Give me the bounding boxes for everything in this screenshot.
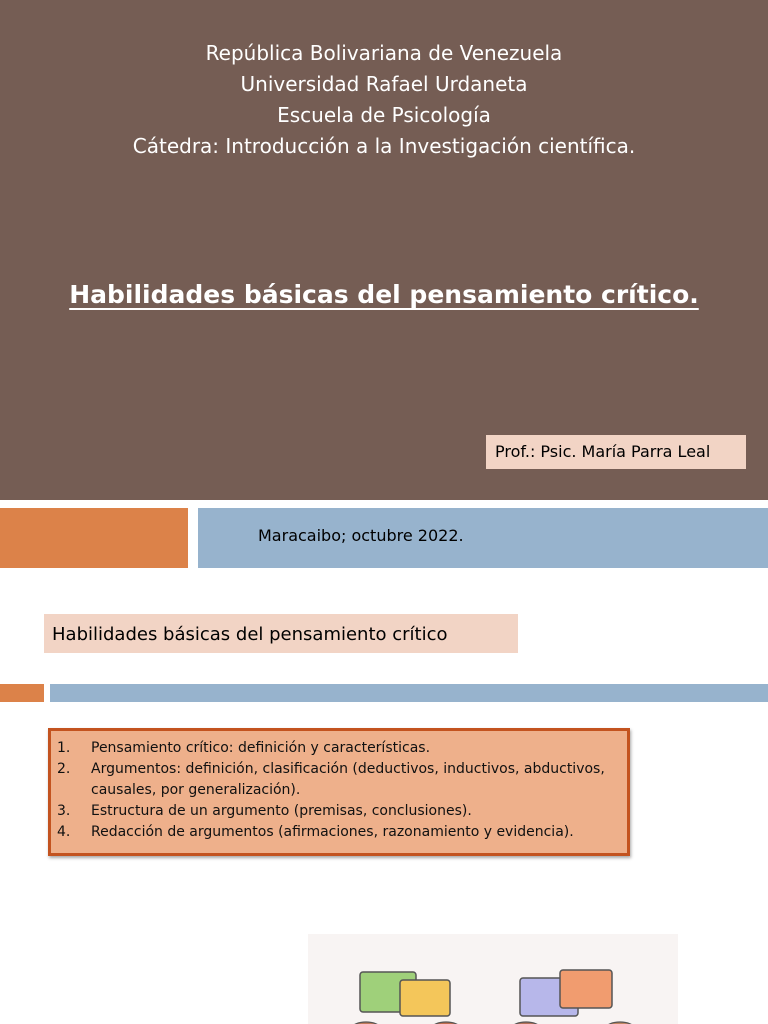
slide-title-text: Habilidades básicas del pensamiento crítico.: [69, 280, 699, 309]
institution-header: [0, 38, 768, 162]
header-line-course: Cátedra: Introducción a la Investigación científica.: [132, 134, 636, 158]
list-item: [57, 738, 621, 759]
list-number: 3.: [57, 803, 71, 819]
header-line-country: República Bolivariana de Venezuela: [205, 41, 563, 65]
list-number: 1.: [57, 740, 71, 756]
list-item: [57, 801, 621, 822]
topics-list: [48, 728, 630, 856]
list-text: Redacción de argumentos (afirmaciones, razonamiento y evidencia).: [91, 824, 574, 840]
header-line-school: Escuela de Psicología: [277, 103, 491, 127]
title-slide: [0, 0, 768, 500]
header-line-university: Universidad Rafael Urdaneta: [240, 72, 528, 96]
list-number: 4.: [57, 824, 71, 840]
speech-bubble-yellow-icon: [400, 980, 450, 1016]
date-label: Maracaibo; octubre 2022.: [258, 526, 464, 545]
list-item: [57, 822, 621, 843]
slide-divider: [0, 500, 768, 508]
blue-accent-bar: [50, 684, 768, 702]
list-text: Estructura de un argumento (premisas, conclusiones).: [91, 803, 472, 819]
orange-accent-block: [0, 508, 188, 568]
list-text: Argumentos: definición, clasificación (deductivos, inductivos, abductivos, causales, por generalización).: [91, 761, 605, 798]
list-item: [57, 759, 621, 801]
slide-title: [0, 280, 768, 309]
section-title: Habilidades básicas del pensamiento crítico: [44, 614, 518, 653]
professor-label: Prof.: Psic. María Parra Leal: [486, 435, 746, 469]
list-number: 2.: [57, 761, 71, 777]
discussion-illustration: [308, 934, 678, 1024]
speech-bubble-orange-icon: [560, 970, 612, 1008]
list-text: Pensamiento crítico: definición y características.: [91, 740, 431, 756]
orange-accent-bar: [0, 684, 44, 702]
people-talking-icon: [308, 934, 678, 1024]
